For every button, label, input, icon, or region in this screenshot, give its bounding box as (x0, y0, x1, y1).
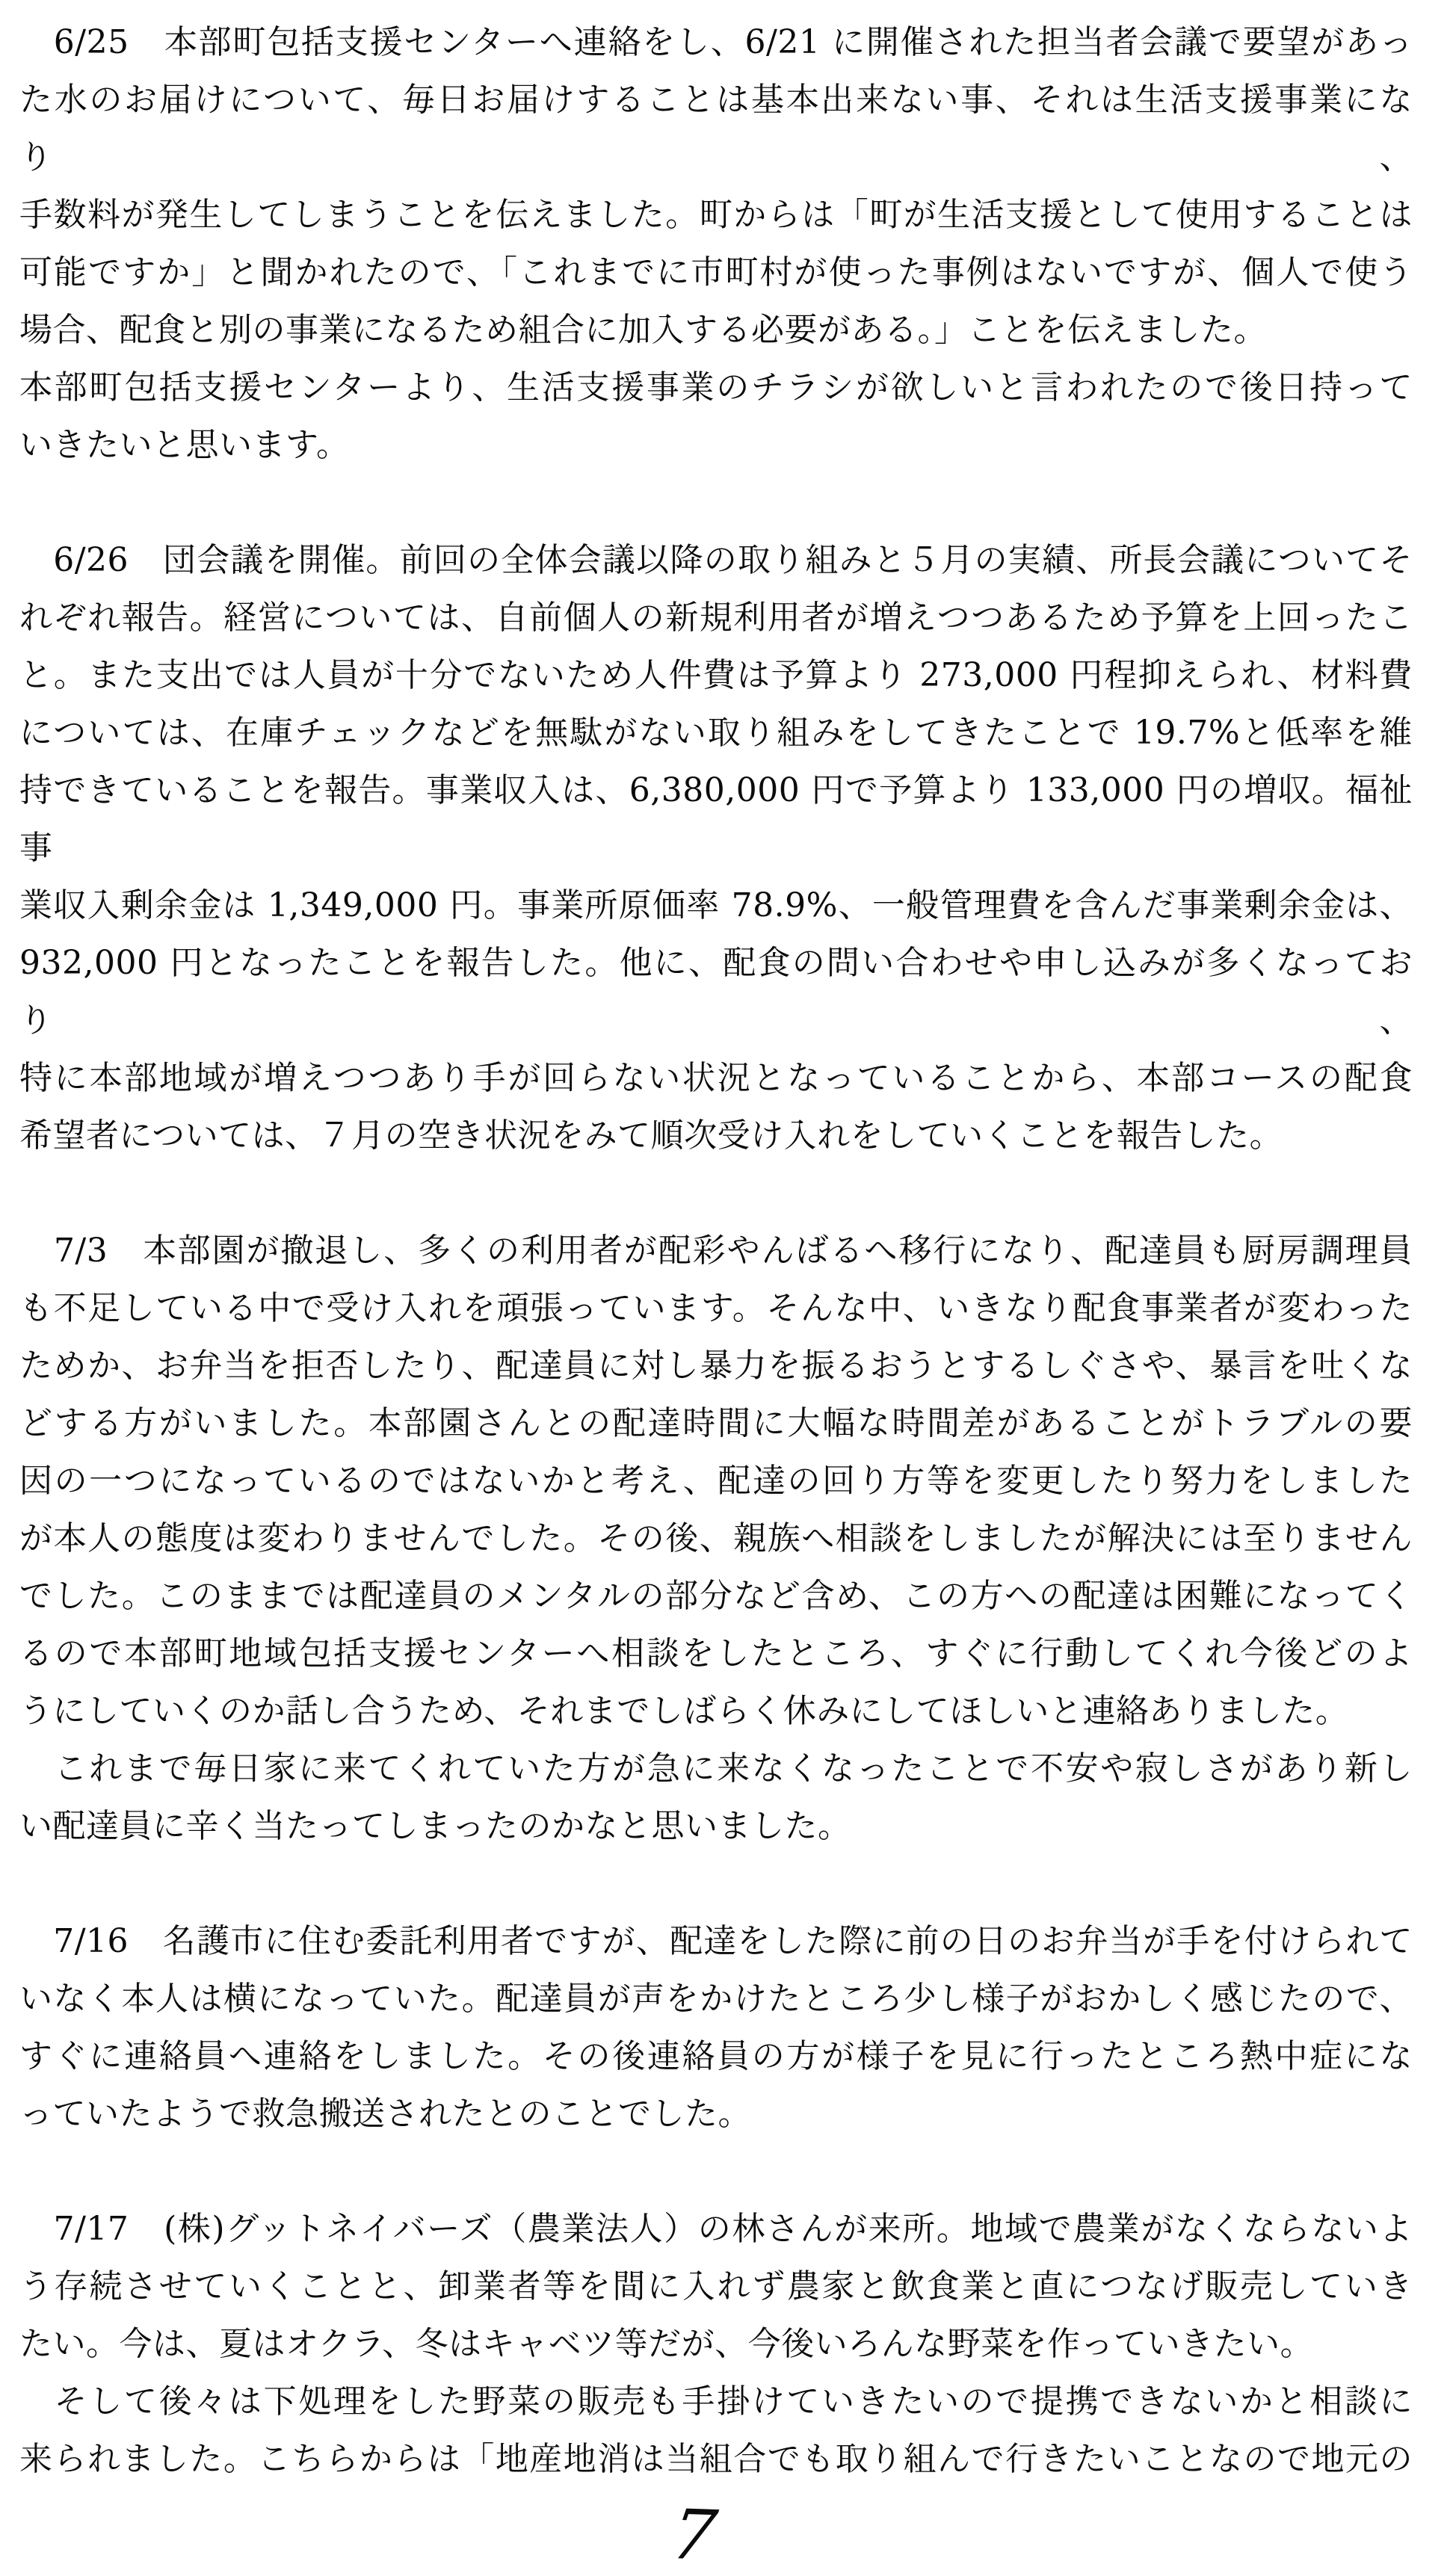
text-line: いなく本人は横になっていた。配達員が声をかけたところ少し様子がおかしく感じたので、 (19, 1980, 1413, 2018)
journal-entry-0625 (19, 13, 1413, 474)
text-line: どする方がいました。本部園さんとの配達時間に大幅な時間差があることがトラブルの要 (19, 1404, 1413, 1442)
paragraph-gap (19, 1855, 1413, 1912)
text-line: 7/3 本部園が撤退し、多くの利用者が配彩やんばるへ移行になり、配達員も厨房調理員 (19, 1232, 1413, 1270)
text-line: 持できていることを報告。事業収入は、6,380,000 円で予算より 133,000 円の増収。福祉事 (19, 771, 1413, 867)
journal-entry-0716 (19, 1912, 1413, 2143)
text-line: も不足している中で受け入れを頑張っています。そんな中、いきなり配食事業者が変わった (19, 1289, 1413, 1327)
text-line: 希望者については、７月の空き状況をみて順次受け入れをしていくことを報告した。 (19, 1116, 1283, 1155)
text-line: すぐに連絡員へ連絡をしました。その後連絡員の方が様子を見に行ったところ熱中症にな (19, 2037, 1413, 2075)
text-line: これまで毎日家に来てくれていた方が急に来なくなったことで不安や寂しさがあり新し (19, 1749, 1413, 1788)
journal-entry-0717 (19, 2200, 1413, 2488)
text-line: 本部町包括支援センターより、生活支援事業のチラシが欲しいと言われたので後日持って (19, 368, 1413, 407)
text-line: うにしていくのか話し合うため、それまでしばらく休みにしてほしいと連絡ありました。 (19, 1692, 1349, 1730)
text-line: っていたようで救急搬送されたとのことでした。 (19, 2095, 751, 2133)
text-line: ためか、お弁当を拒否したり、配達員に対し暴力を振るおうとするしぐさや、暴言を吐くな (19, 1347, 1413, 1385)
text-line: そして後々は下処理をした野菜の販売も手掛けていきたいので提携できないかと相談に (19, 2382, 1413, 2421)
page-footer (0, 2495, 1390, 2576)
text-line: 来られました。こちらからは「地産地消は当組合でも取り組んで行きたいことなので地元の (19, 2440, 1413, 2478)
text-line: 業収入剰余金は 1,349,000 円。事業所原価率 78.9%、一般管理費を含んだ事業剰余金は、 (19, 886, 1413, 924)
text-line: でした。このままでは配達員のメンタルの部分など含め、この方への配達は困難になってく (19, 1577, 1413, 1615)
handwritten-page-number: 7 (666, 2495, 721, 2576)
text-line: 7/17 (株)グットネイバーズ（農業法人）の林さんが来所。地域で農業がなくならないよ (19, 2210, 1413, 2248)
paragraph-gap (19, 2143, 1413, 2200)
journal-entry-0703 (19, 1222, 1413, 1855)
text-line: た水のお届けについて、毎日お届けすることは基本出来ない事、それは生活支援事業になり、 (19, 81, 1413, 176)
text-line: が本人の態度は変わりませんでした。その後、親族へ相談をしましたが解決には至りません (19, 1519, 1413, 1557)
text-line: い配達員に辛く当たってしまったのかなと思いました。 (19, 1807, 851, 1845)
text-line: 932,000 円となったことを報告した。他に、配食の問い合わせや申し込みが多くなっており、 (19, 944, 1413, 1040)
text-line: 手数料が発生してしまうことを伝えました。町からは「町が生活支援として使用することは (19, 196, 1413, 234)
text-line: 特に本部地域が増えつつあり手が回らない状況となっていることから、本部コースの配食 (19, 1059, 1413, 1097)
text-line: れぞれ報告。経営については、自前個人の新規利用者が増えつつあるため予算を上回ったこ (19, 599, 1413, 637)
text-line: 因の一つになっているのではないかと考え、配達の回り方等を変更したり努力をしました (19, 1462, 1413, 1500)
text-line: 6/26 団会議を開催。前回の全体会議以降の取り組みと５月の実績、所長会議についてそ (19, 541, 1413, 579)
text-line: については、在庫チェックなどを無駄がない取り組みをしてきたことで 19.7%と低率を維 (19, 714, 1413, 752)
text-line: 6/25 本部町包括支援センターへ連絡をし、6/21 に開催された担当者会議で要望があっ (19, 23, 1413, 61)
text-line: 7/16 名護市に住む委託利用者ですが、配達をした際に前の日のお弁当が手を付けられて (19, 1922, 1413, 1960)
text-line: るので本部町地域包括支援センターへ相談をしたところ、すぐに行動してくれ今後どのよ (19, 1634, 1413, 1672)
paragraph-gap (19, 474, 1413, 531)
text-line: と。また支出では人員が十分でないため人件費は予算より 273,000 円程抑えられ、材料費 (19, 656, 1413, 694)
text-line: う存続させていくことと、卸業者等を間に入れず農家と飲食業と直につなげ販売していき (19, 2267, 1413, 2305)
text-line: 可能ですか」と聞かれたので、「これまでに市町村が使った事例はないですが、個人で使う (19, 253, 1413, 291)
text-line: 場合、配食と別の事業になるため組合に加入する必要がある。」ことを伝えました。 (19, 311, 1267, 349)
paragraph-gap (19, 1164, 1413, 1222)
text-line: いきたいと思います。 (19, 426, 350, 464)
text-line: たい。今は、夏はオクラ、冬はキャベツ等だが、今後いろんな野菜を作っていきたい。 (19, 2325, 1314, 2363)
journal-entry-0626 (19, 531, 1413, 1164)
